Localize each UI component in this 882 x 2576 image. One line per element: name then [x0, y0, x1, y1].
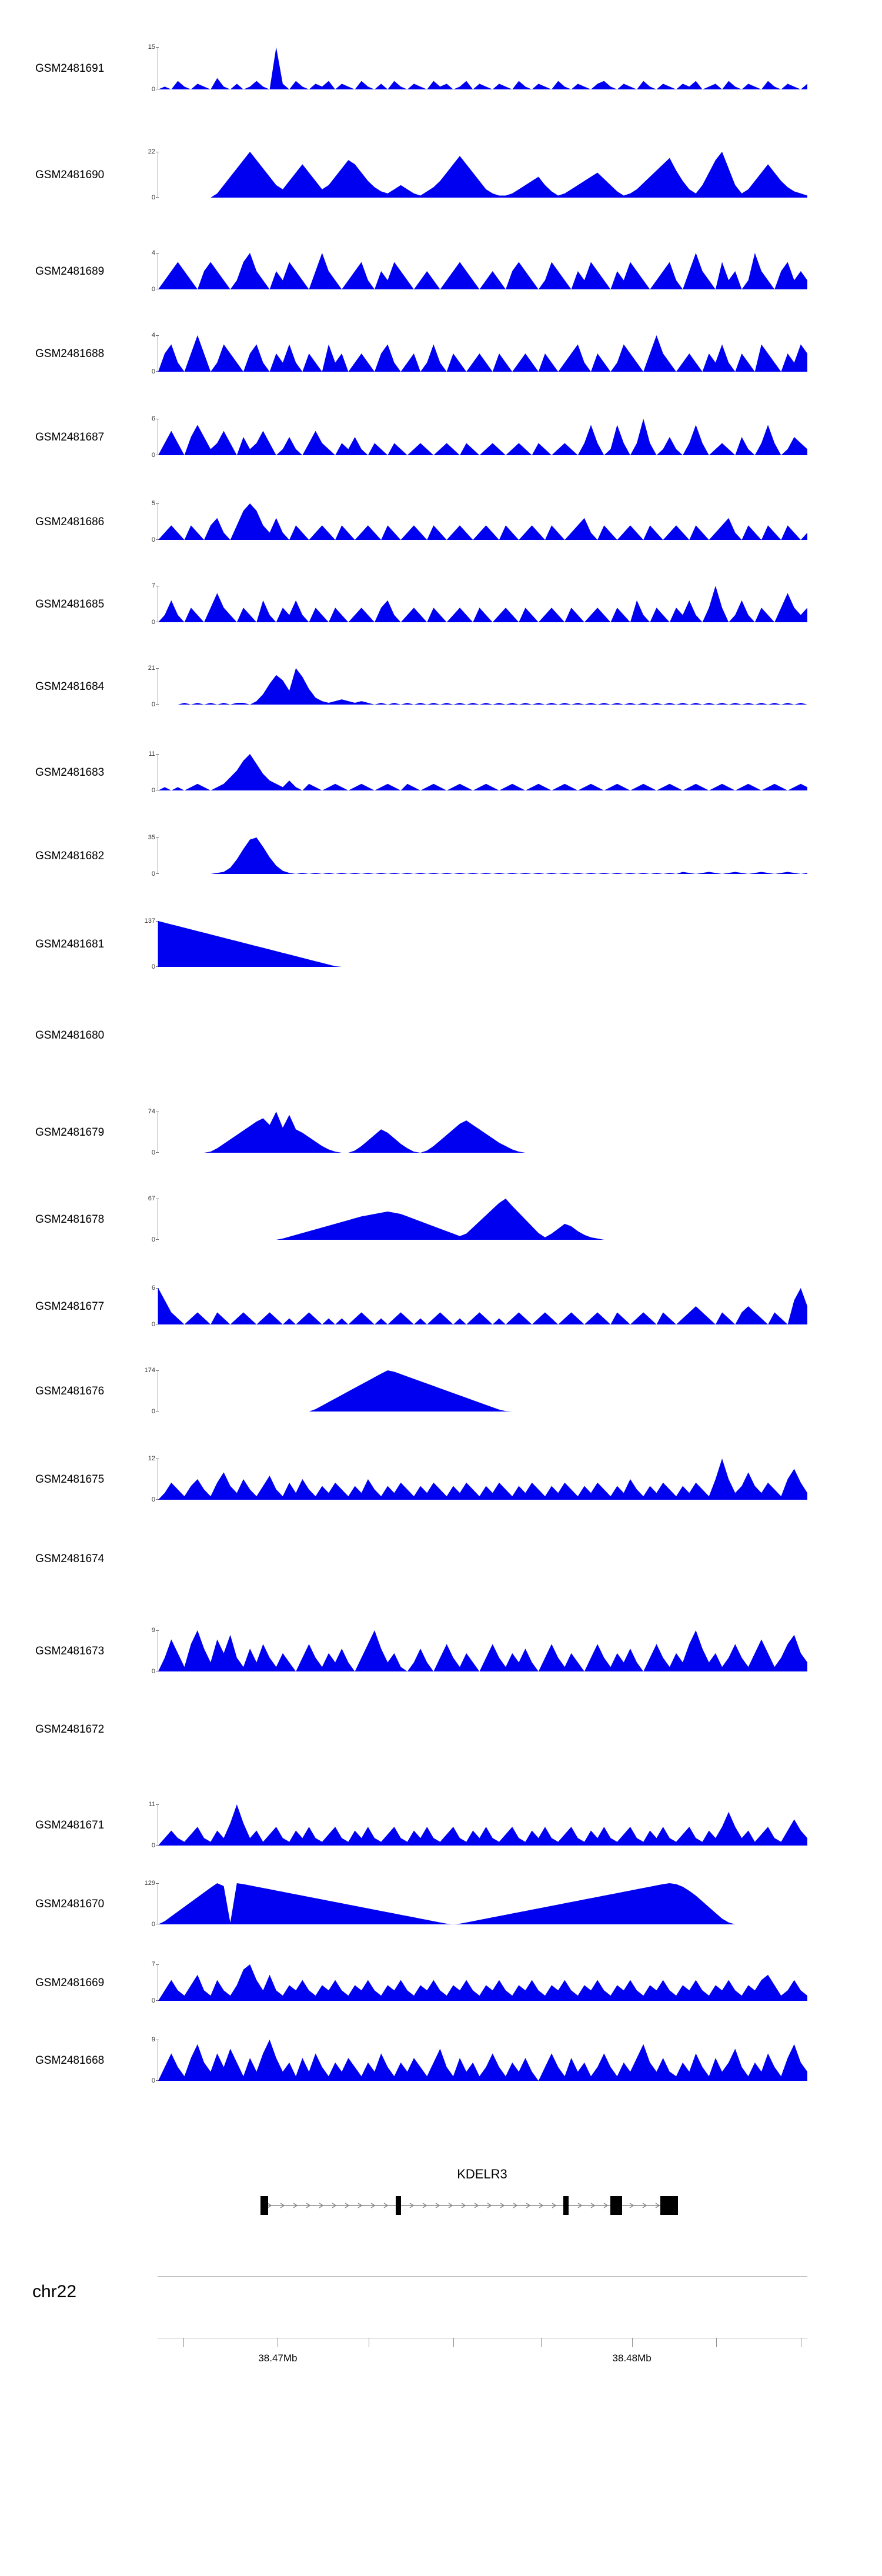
y-axis — [125, 665, 155, 708]
y-axis-max-label: 137 — [144, 917, 155, 925]
track-label: GSM2481686 — [35, 516, 105, 528]
coordinate-tick — [632, 2338, 633, 2347]
track-label: GSM2481681 — [35, 938, 105, 950]
y-axis — [125, 750, 155, 794]
y-axis-max-label: 5 — [151, 500, 155, 507]
y-axis-min-label: 0 — [151, 870, 155, 877]
track-label: GSM2481678 — [35, 1213, 105, 1226]
y-axis-min-label: 0 — [151, 787, 155, 794]
y-axis-min-label: 0 — [151, 1149, 155, 1156]
coverage-plot — [158, 837, 807, 874]
coordinate-tick — [183, 2338, 184, 2347]
track-label: GSM2481673 — [35, 1645, 105, 1657]
coordinate-tick — [453, 2338, 454, 2347]
coordinate-axis-line — [158, 2276, 807, 2277]
coverage-plot — [158, 1883, 807, 1924]
coverage-plot — [158, 586, 807, 622]
coordinate-tick — [716, 2338, 717, 2347]
y-axis-max-label: 21 — [148, 665, 155, 672]
coordinate-label: 38.48Mb — [612, 2353, 652, 2364]
track-label: GSM2481669 — [35, 1977, 105, 1989]
y-axis-max-label: 74 — [148, 1108, 155, 1115]
y-axis — [125, 249, 155, 293]
y-axis-min-label: 0 — [151, 86, 155, 93]
y-axis-max-label: 35 — [148, 834, 155, 841]
y-axis-min-label: 0 — [151, 194, 155, 201]
y-axis — [125, 1108, 155, 1156]
y-axis — [125, 1284, 155, 1328]
y-axis — [125, 1455, 155, 1503]
track-label: GSM2481687 — [35, 431, 105, 443]
track-label: GSM2481680 — [35, 1029, 105, 1042]
track-label: GSM2481689 — [35, 265, 105, 278]
y-axis — [125, 2036, 155, 2084]
y-axis-max-label: 174 — [144, 1367, 155, 1374]
y-axis-min-label: 0 — [151, 701, 155, 708]
chromosome-label: chr22 — [32, 2282, 77, 2301]
y-axis — [125, 415, 155, 459]
coverage-plot — [158, 1804, 807, 1846]
y-axis-min-label: 0 — [151, 1496, 155, 1503]
y-axis — [125, 1880, 155, 1928]
coverage-plot — [158, 419, 807, 455]
y-axis-min-label: 0 — [151, 1236, 155, 1243]
y-axis — [125, 500, 155, 543]
y-axis-max-label: 22 — [148, 148, 155, 155]
coverage-plot — [158, 921, 807, 967]
y-axis-min-label: 0 — [151, 1921, 155, 1928]
y-axis — [125, 582, 155, 626]
y-axis-max-label: 9 — [151, 1627, 155, 1634]
y-axis-max-label: 6 — [151, 415, 155, 422]
track-label: GSM2481682 — [35, 850, 105, 862]
track-label: GSM2481675 — [35, 1473, 105, 1486]
y-axis-min-label: 0 — [151, 286, 155, 293]
y-axis — [125, 1961, 155, 2004]
y-axis-max-label: 11 — [148, 1801, 155, 1808]
track-label: GSM2481671 — [35, 1819, 105, 1831]
track-label: GSM2481685 — [35, 598, 105, 610]
y-axis-max-label: 4 — [151, 249, 155, 256]
track-label: GSM2481679 — [35, 1126, 105, 1139]
y-axis — [125, 1627, 155, 1675]
y-axis-max-label: 129 — [144, 1880, 155, 1887]
track-label: GSM2481676 — [35, 1385, 105, 1397]
y-axis-max-label: 7 — [151, 582, 155, 589]
track-label: GSM2481672 — [35, 1723, 105, 1736]
coverage-plot — [158, 152, 807, 198]
coverage-plot — [158, 1459, 807, 1500]
coverage-plot — [158, 668, 807, 705]
y-axis-min-label: 0 — [151, 368, 155, 375]
coordinate-label: 38.47Mb — [258, 2353, 298, 2364]
track-label: GSM2481677 — [35, 1300, 105, 1313]
y-axis — [125, 332, 155, 375]
coverage-plot — [158, 754, 807, 790]
y-axis-min-label: 0 — [151, 452, 155, 459]
y-axis-max-label: 9 — [151, 2036, 155, 2043]
y-axis-min-label: 0 — [151, 1408, 155, 1415]
y-axis-min-label: 0 — [151, 619, 155, 626]
y-axis-min-label: 0 — [151, 1997, 155, 2004]
y-axis-max-label: 6 — [151, 1284, 155, 1292]
y-axis — [125, 1367, 155, 1415]
coverage-plot — [158, 503, 807, 540]
y-axis-max-label: 7 — [151, 1961, 155, 1968]
y-axis — [125, 834, 155, 877]
track-label: GSM2481684 — [35, 680, 105, 693]
coverage-plot — [158, 335, 807, 372]
coverage-plot — [158, 2040, 807, 2081]
gene-name-label: KDELR3 — [457, 2167, 507, 2181]
y-axis — [125, 1801, 155, 1849]
coverage-plot — [158, 47, 807, 89]
coverage-plot — [158, 1288, 807, 1324]
coverage-plot — [158, 1370, 807, 1412]
y-axis — [125, 917, 155, 970]
y-axis — [125, 44, 155, 93]
track-label: GSM2481668 — [35, 2054, 105, 2067]
y-axis-max-label: 15 — [148, 44, 155, 51]
y-axis-max-label: 4 — [151, 332, 155, 339]
y-axis-max-label: 12 — [148, 1455, 155, 1462]
y-axis-min-label: 0 — [151, 536, 155, 543]
y-axis-max-label: 11 — [148, 750, 155, 758]
track-label: GSM2481683 — [35, 766, 105, 779]
y-axis — [125, 148, 155, 201]
track-label: GSM2481670 — [35, 1898, 105, 1910]
coverage-plot — [158, 1964, 807, 2001]
coverage-plot — [158, 1112, 807, 1153]
y-axis-max-label: 67 — [148, 1195, 155, 1202]
track-label: GSM2481690 — [35, 169, 105, 181]
coordinate-tick — [541, 2338, 542, 2347]
y-axis-min-label: 0 — [151, 1321, 155, 1328]
track-label: GSM2481674 — [35, 1553, 105, 1565]
y-axis-min-label: 0 — [151, 963, 155, 970]
coverage-plot — [158, 1630, 807, 1671]
y-axis-min-label: 0 — [151, 2077, 155, 2084]
y-axis — [125, 1195, 155, 1243]
y-axis-min-label: 0 — [151, 1842, 155, 1849]
track-label: GSM2481691 — [35, 62, 105, 75]
y-axis-min-label: 0 — [151, 1668, 155, 1675]
coverage-plot — [158, 253, 807, 289]
coverage-plot — [158, 1199, 807, 1240]
track-label: GSM2481688 — [35, 348, 105, 360]
gene-model-track — [158, 2188, 807, 2229]
